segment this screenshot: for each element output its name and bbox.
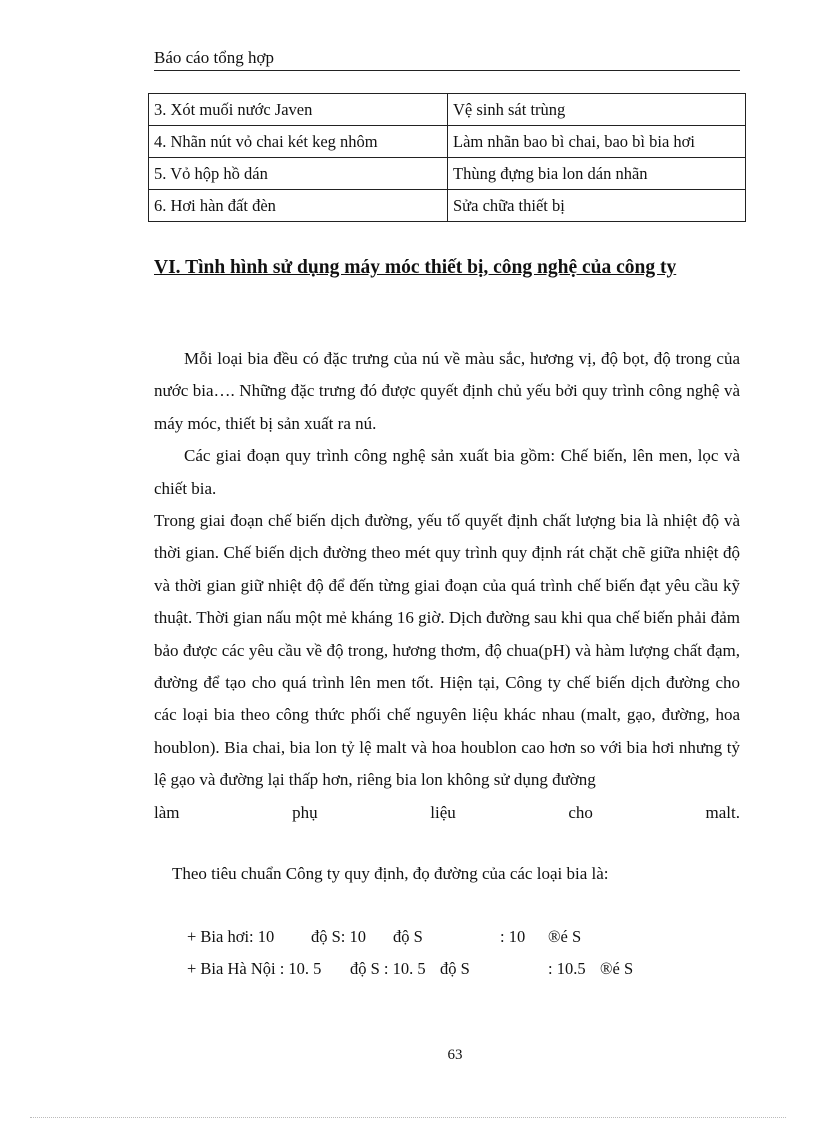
paragraph-characteristics: Mỗi loại bia đều có đặc trưng của nú về màu sắc, hương vị, độ bọt, độ trong của nước bia…. Những đặc trưng đó được quyết định chủ yếu bởi quy trình công nghệ và máy móc, thiết bị sản xuất ra nú. xyxy=(154,349,740,433)
table-cell-use: Sửa chữa thiết bị xyxy=(448,190,746,222)
table-cell-use: Thùng đựng bia lon dán nhãn xyxy=(448,158,746,190)
table-row xyxy=(149,94,746,126)
degree-value-a: độ S : 10. 5 xyxy=(350,959,426,978)
degree-value-d: ®é S xyxy=(548,927,582,946)
table-cell-use: Làm nhãn bao bì chai, bao bì bia hơi xyxy=(448,126,746,158)
table-row xyxy=(149,158,746,190)
table-row xyxy=(149,126,746,158)
degree-value-c: : 10 xyxy=(500,927,526,946)
body-text xyxy=(154,343,740,829)
table-cell-item: 3. Xót muối nước Javen xyxy=(149,94,448,126)
report-title: Báo cáo tổng hợp xyxy=(154,48,274,67)
degree-value-d: ®é S xyxy=(600,959,634,978)
degree-value-a: độ S: 10 xyxy=(311,927,367,946)
table-row xyxy=(149,190,746,222)
section-heading: VI. Tình hình sử dụng máy móc thiết bị, công nghệ của công ty xyxy=(154,257,677,278)
page-bottom-divider xyxy=(30,1117,786,1118)
table-cell-item: 4. Nhãn nút vỏ chai két keg nhôm xyxy=(149,126,448,158)
table-cell-item: 6. Hơi hàn đất đèn xyxy=(149,190,448,222)
degree-label: + Bia Hà Nội : 10. 5 xyxy=(187,959,322,978)
paragraph-wort-processing-end: làm phụ liệu cho malt. xyxy=(154,802,740,822)
page-header xyxy=(154,48,740,71)
paragraph-process-stages: Các giai đoạn quy trình công nghệ sản xuất bia gồm: Chế biến, lên men, lọc và chiết bia. xyxy=(154,446,740,498)
degree-value-c: : 10.5 xyxy=(548,959,586,978)
page-number: 63 xyxy=(447,1047,463,1063)
degree-value-b: độ S xyxy=(440,959,470,978)
table-cell-item: 5. Vỏ hộp hồ dán xyxy=(149,158,448,190)
table-cell-use: Vệ sinh sát trùng xyxy=(448,94,746,126)
degree-label: + Bia hơi: 10 xyxy=(187,927,275,946)
degree-value-b: độ S xyxy=(393,927,423,946)
materials-table xyxy=(148,93,746,222)
standard-intro: Theo tiêu chuẩn Công ty quy định, đọ đường của các loại bia là: xyxy=(172,864,609,883)
paragraph-wort-processing: Trong giai đoạn chế biến dịch đường, yếu tố quyết định chất lượng bia là nhiệt độ và thời gian. Chế biến dịch đường theo mét quy trình quy định rát chặt chẽ giữa nhiệt độ và thời gian giữ nhiệt độ để đến từng giai đoạn của quá trình chế biến đạt yêu cầu kỹ thuật. Thời gian nấu một mẻ kháng 16 giờ. Dịch đường sau khi qua chế biến phải đảm bảo được các yêu cầu về độ trong, hương thơm, độ chua(pH) và hàm lượng chất đạm, đường để tạo cho quá trình lên men tốt. Hiện tại, Công ty chế biến dịch đường cho các loại bia theo công thức phối chế nguyên liệu khác nhau (malt, gạo, đường, hoa houblon). Bia chai, bia lon tỷ lệ malt và hoa houblon cao hơn so với bia hơi nhưng tỷ lệ gạo và đường lại thấp hơn, riêng bia lon không sử dụng đường xyxy=(154,511,740,790)
